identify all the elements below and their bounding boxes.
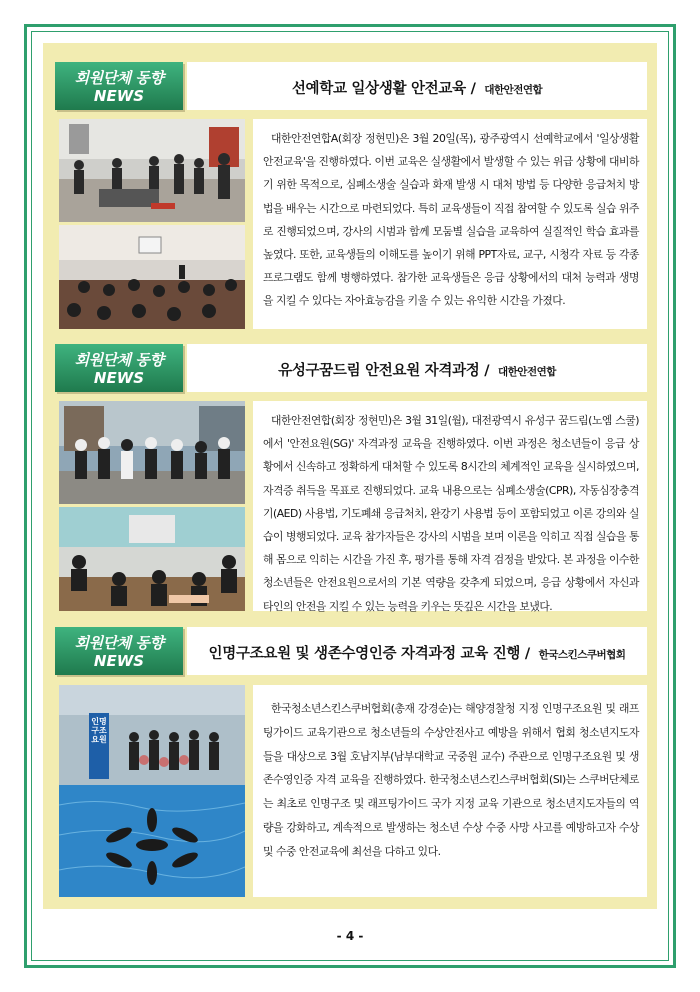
section-title-text: 선예학교 일상생활 안전교육 bbox=[291, 81, 466, 97]
lecture-hall-audience-photo bbox=[59, 225, 245, 329]
title-separator: / bbox=[484, 363, 490, 379]
badge-line2: NEWS bbox=[93, 87, 145, 105]
section-title bbox=[187, 77, 647, 98]
badge-line2: NEWS bbox=[93, 369, 145, 387]
article-body bbox=[253, 685, 647, 897]
photo-column bbox=[59, 119, 245, 329]
article-body bbox=[253, 401, 647, 611]
section-title-text: 유성구꿈드림 안전요원 자격과정 bbox=[278, 363, 480, 379]
news-section-3 bbox=[55, 627, 647, 899]
title-separator: / bbox=[524, 646, 530, 662]
classroom-cpr-training-photo bbox=[59, 119, 245, 222]
classroom-cpr-mannequin-photo bbox=[59, 507, 245, 611]
news-section-1 bbox=[55, 62, 647, 332]
title-separator: / bbox=[470, 81, 476, 97]
news-badge bbox=[55, 627, 183, 675]
news-section-2 bbox=[55, 344, 647, 614]
badge-line2: NEWS bbox=[93, 652, 145, 670]
section-title bbox=[187, 359, 647, 380]
organization-name: 대한안전연합 bbox=[498, 366, 556, 378]
section-header bbox=[55, 627, 647, 675]
page-number: - 4 - bbox=[336, 929, 364, 943]
photo-column bbox=[59, 685, 245, 897]
badge-line1: 회원단체 동향 bbox=[74, 351, 164, 369]
organization-name: 대한안전연합 bbox=[484, 84, 543, 96]
organization-name: 한국스킨스쿠버협회 bbox=[538, 649, 626, 661]
news-badge bbox=[55, 344, 183, 392]
section-header bbox=[55, 344, 647, 392]
section-title bbox=[187, 642, 647, 663]
section-header bbox=[55, 62, 647, 110]
article-body bbox=[253, 119, 647, 329]
article-text: 한국청소년스킨스쿠버협회(총재 강경순)는 해양경찰청 지정 인명구조요원 및 래프팅가이드 교육기관으로 청소년들의 수상안전사고 예방을 위해서 협회 청소년지도자들을 대상으로 3월 호남지부(남부대학교 국중원 교수) 주관으로 인명구조요원 및 생존수영인증 자격 교육을 진행하였다. 한국청소년스킨스쿠버협회(SI)는 스쿠버단체로는 최초로 인명구조 및 래프팅가이드 국가 지정 교육 기관으로 청소년지도자들의 역량을 강화하고, 계속적으로 발생하는 청소년 수상 수중 사망 사고를 예방하고자 수상 및 수중 안전교육에 최선을 다하고 있다. bbox=[263, 702, 639, 858]
section-title-box bbox=[187, 62, 647, 110]
section-title-box bbox=[187, 627, 647, 675]
badge-line1: 회원단체 동향 bbox=[74, 634, 164, 652]
news-badge bbox=[55, 62, 183, 110]
section-title-box bbox=[187, 344, 647, 392]
article-text: 대한안전연합(회장 정현민)은 3월 31일(월), 대전광역시 유성구 꿈드림(노엠 스쿨)에서 '안전요원(SG)' 자격과정 교육을 진행하였다. 이번 과정은 청소년들이 응급 상황에서 신속하고 정확하게 대처할 수 있도록 8시간의 체계적인 교육을 실시하였으며, 자격증 취득을 목표로 진행되었다. 교육 내용으로는 심폐소생술(CPR), 자동심장충격기(AED) 사용법, 기도폐쇄 응급처치, 완강기 사용법 등이 포함되었고 이론 강의와 실습이 병행되었다. 교육 참가자들은 강사의 시범을 보며 이론을 익히고 직접 실습을 통해 몸으로 익히는 시간을 가진 후, 평가를 통해 자격 검정을 받았다. 본 과정을 이수한 청소년들은 안전요원으로서의 기본 역량을 갖추게 되었으며, 응급 상황에서 자신과 타인의 안전을 지킬 수 있는 능력을 키우는 뜻깊은 시간을 보냈다. bbox=[263, 414, 640, 613]
article-text: 대한안전연합A(회장 정현민)은 3월 20일(목), 광주광역시 선예학교에서 '일상생활 안전교육'을 진행하였다. 이번 교육은 실생활에서 발생할 수 있는 위급 상황에 대비하기 위한 목적으로, 심폐소생술 실습과 화재 발생 시 대처 방법 등 다양한 응급처치 방법을 배우는 시간으로 마련되었다. 특히 교육생들이 직접 참여할 수 있도록 실습 위주로 진행되었으며, 강사의 시범과 함께 모둠별 실습을 교육하여 실질적인 학습 효과를 높였다. 또한, 교육생들의 이해도를 높이기 위해 PPT자료, 교구, 시청각 자료 등 각종 프로그램도 함께 병행하였다. 참가한 교육생들은 응급 상황에서의 대처 능력과 생명을 지킬 수 있다는 자아효능감을 키울 수 있는 유익한 시간을 가졌다. bbox=[263, 132, 639, 308]
photo-column bbox=[59, 401, 245, 611]
swimming-pool-group-photo bbox=[59, 685, 245, 897]
section-title-text: 인명구조요원 및 생존수영인증 자격과정 교육 진행 bbox=[208, 646, 521, 662]
pool-banner-text: 인명구조요원 bbox=[91, 717, 107, 744]
badge-line1: 회원단체 동향 bbox=[74, 69, 164, 87]
outdoor-helmet-group-photo bbox=[59, 401, 245, 504]
